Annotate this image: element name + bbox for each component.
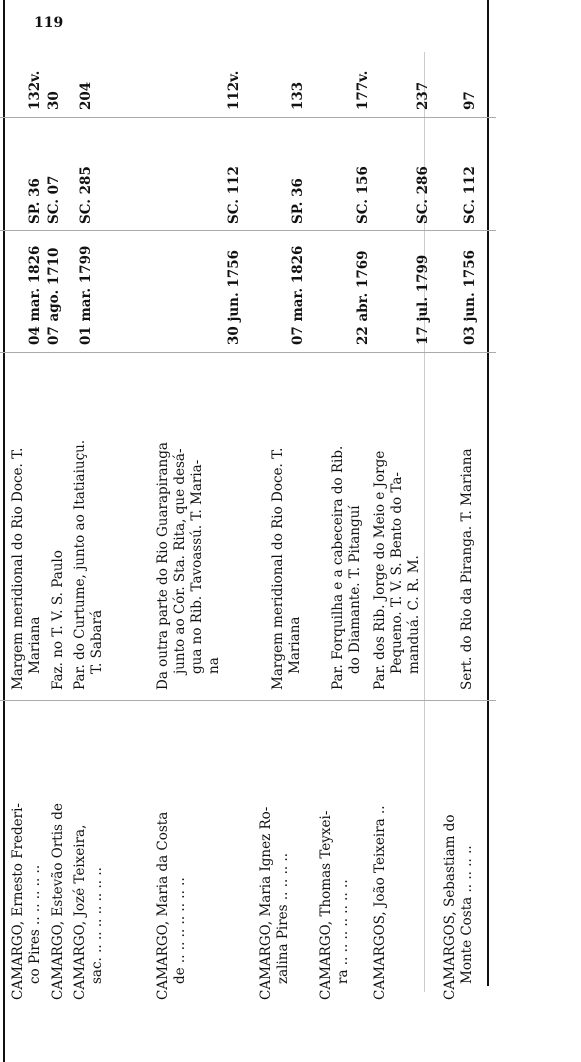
row3-name-line1: CAMARGO, Jozé Teixeira,: [72, 824, 88, 1000]
row6-name-line1: CAMARGO, Thomas Teyxei-: [318, 810, 334, 1000]
row1-date: 04 mar. 1826: [27, 245, 43, 345]
row2-name-line1: CAMARGO, Estevão Ortis de: [50, 803, 66, 1000]
row8-folio: 97: [462, 91, 478, 110]
row5-name-line2: zalina Pires .. .. .. ..: [275, 852, 291, 984]
row1-name-line1: CAMARGO, Ernesto Frederi-: [10, 803, 26, 1000]
page-number: 119: [34, 15, 64, 31]
row3-date: 01 mar. 1799: [78, 245, 94, 345]
row2-folio: 30: [46, 91, 62, 110]
row3-name-line2: sac. .. .. .. .. .. .. ..: [89, 867, 105, 984]
row5-date: 07 mar. 1826: [290, 245, 306, 345]
row7-code: SC. 286: [415, 166, 431, 224]
row2-code: SC. 07: [46, 175, 62, 224]
row3-folio: 204: [78, 81, 94, 110]
row2-date: 07 ago. 1710: [46, 247, 62, 345]
row6-code: SC. 156: [355, 166, 371, 224]
row3-code: SC. 285: [78, 166, 94, 224]
row4-name-line1: CAMARGO, Maria da Costa: [155, 811, 171, 1000]
row6-location-line2: do Diamante. T. Pitanguí: [347, 505, 363, 674]
row4-date: 30 jun. 1756: [226, 250, 242, 345]
row3-location-line1: Par. do Curtume, junto ao Itatiaiuçu.: [72, 439, 88, 690]
row8-name-line2: Monte Costa .. .. .. ..: [459, 845, 475, 984]
row7-location-line3: manduá. C. R. M.: [406, 555, 422, 674]
row5-name-line1: CAMARGO, Maria Ignez Ro-: [258, 806, 274, 1000]
location-column-rule: [0, 700, 496, 701]
row4-location-line4: na: [206, 657, 222, 674]
row1-name-line2: co Pires .. .. .. .. ..: [27, 864, 43, 984]
row4-code: SC. 112: [226, 166, 242, 224]
table-top-rule: [3, 0, 5, 1062]
row7-folio: 237: [415, 81, 431, 110]
row5-folio: 133: [290, 81, 306, 110]
row6-date: 22 abr. 1769: [355, 250, 371, 345]
row7-name-line1: CAMARGOS, João Teixeira ..: [372, 805, 388, 1000]
row4-folio: 112v.: [226, 70, 242, 110]
row7-date: 17 jul. 1799: [415, 254, 431, 345]
row5-location-line1: Margem meridional do Rio Doce. T.: [270, 447, 286, 690]
row5-location-line2: Mariana: [287, 616, 303, 674]
row1-location-line1: Margem meridional do Rio Doce. T.: [10, 447, 26, 690]
row1-folio: 132v.: [27, 70, 43, 110]
row8-code: SC. 112: [462, 166, 478, 224]
row6-name-line2: ra .. .. .. .. .. .. ..: [335, 879, 351, 984]
row1-code: SP. 36: [27, 178, 43, 224]
row7-location-line1: Par. dos Rib. Jorge do Meio e Jorge: [372, 450, 388, 690]
row1-location-line2: Mariana: [27, 616, 43, 674]
row4-location-line2: junto ao Cór. Sta. Rita, que desá-: [172, 448, 188, 674]
row8-name-line1: CAMARGOS, Sebastiam do: [442, 814, 458, 1000]
row8-date: 03 jun. 1756: [462, 250, 478, 345]
table-bottom-rule: [487, 0, 489, 986]
folio-column-rule: [0, 117, 496, 118]
row3-location-line2: T. Sabará: [89, 609, 105, 674]
row6-location-line1: Par. Forquilha e a cabeceira do Rib.: [330, 445, 346, 690]
code-column-rule: [0, 230, 496, 231]
row2-location-line1: Faz. no T. V. S. Paulo: [50, 550, 66, 690]
row7-location-line2: Pequeno. T. V. S. Bento do Ta-: [389, 472, 405, 674]
date-column-rule: [0, 352, 496, 353]
row4-name-line2: de .. .. .. .. .. .. ..: [172, 877, 188, 984]
row8-location-line1: Sert. do Rio da Piranga. T. Mariana: [459, 448, 475, 690]
row4-location-line1: Da outra parte do Rio Guarapiranga: [155, 442, 171, 690]
row6-folio: 177v.: [355, 70, 371, 110]
row5-code: SP. 36: [290, 178, 306, 224]
row4-location-line3: gua no Rib. Tavoassú. T. Maria-: [189, 459, 205, 674]
